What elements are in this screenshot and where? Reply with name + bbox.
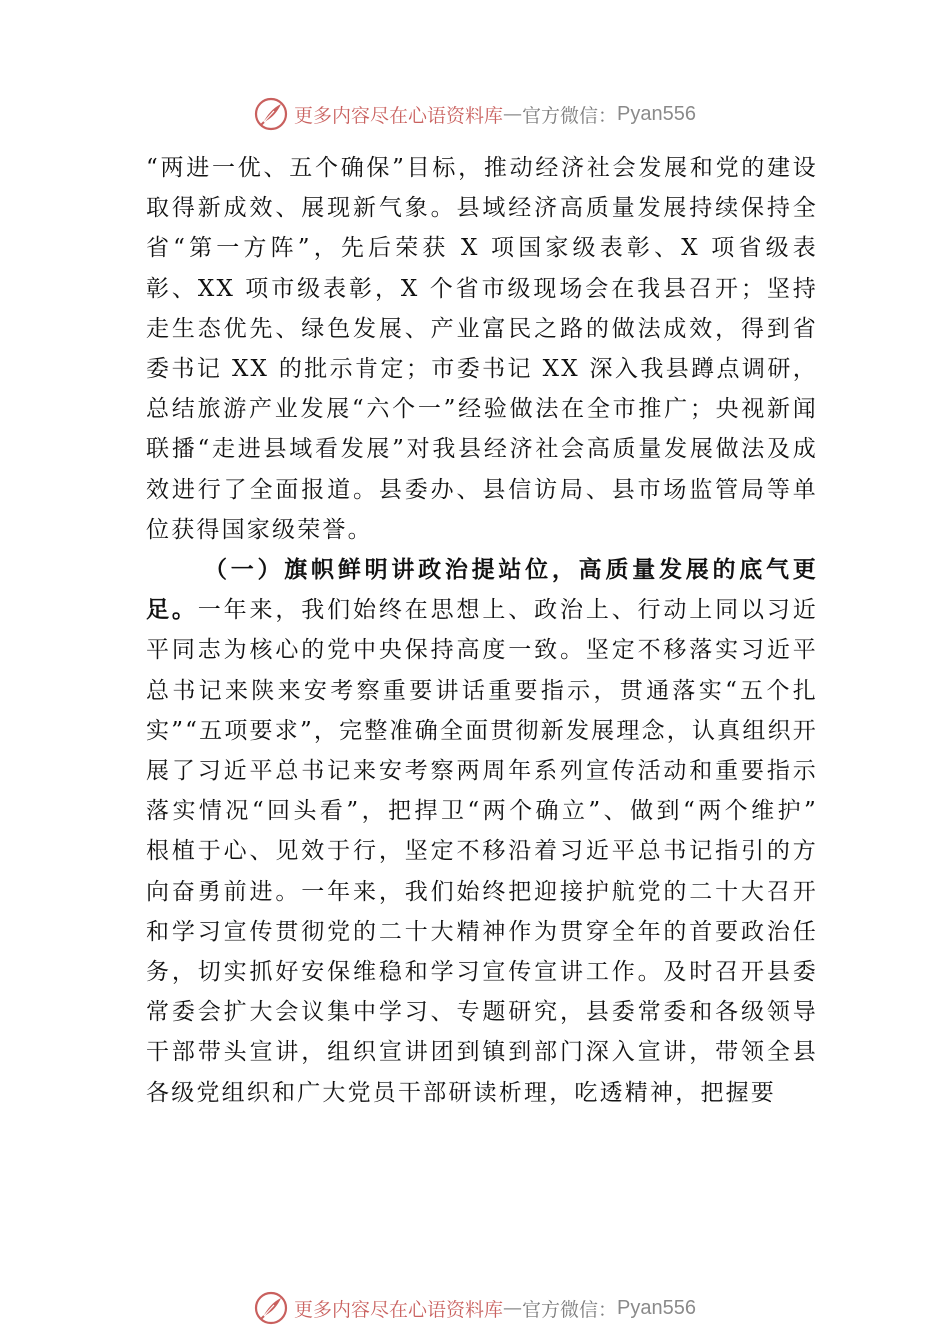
body-paragraph: “两进一优、五个确保”目标，推动经济社会发展和党的建设取得新成效、展现新气象。县域经济高质量发展持续保持全省“第一方阵”，先后荣获 X 项国家级表彰、X 项省级表彰、XX 项市级表彰，X 个省市级现场会在我县召开；坚持走生态优先、绿色发展、产业富民之路的做法成效，得到省委书记 XX 的批示肯定；市委书记 XX 深入我县蹲点调研，总结旅游产业发展“六个一”经验做法在全市推广；央视新闻联播“走进县域看发展”对我县经济社会高质量发展做法及成效进行了全面报道。县委办、县信访局、县市场监管局等单位获得国家级荣誉。 — [146, 155, 818, 543]
watermark-brand: 更多内容尽在心语资料库 — [294, 104, 504, 127]
footer-watermark — [0, 1288, 950, 1328]
watermark-wechat-id: Pyan556 — [617, 1296, 696, 1319]
watermark-separator: — — [503, 1297, 523, 1319]
header-watermark — [0, 94, 950, 134]
section-heading: （一）旗帜鲜明讲政治提站位，高质量发展的底气更足。 — [146, 556, 818, 624]
feather-pen-logo-icon — [254, 97, 288, 131]
watermark-brand: 更多内容尽在心语资料库 — [294, 1298, 504, 1321]
watermark-wechat-label: 官方微信： — [522, 104, 618, 127]
watermark-separator: — — [503, 103, 523, 125]
watermark-wechat-id: Pyan556 — [617, 102, 696, 125]
section-text: 一年来，我们始终在思想上、政治上、行动上同以习近平同志为核心的党中央保持高度一致。坚定不移落实习近平总书记来陕来安考察重要讲话重要指示，贯通落实“五个扎实”“五项要求”，完整准确全面贯彻新发展理念，认真组织开展了习近平总书记来安考察两周年系列宣传活动和重要指示落实情况“回头看”，把捍卫“两个确立”、做到“两个维护” 根植于心、见效于行，坚定不移沿着习近平总书记指引的方向奋勇前进。一年来，我们始终把迎接护航党的二十大召开和学习宣传贯彻党的二十大精神作为贯穿全年的首要政治任务，切实抓好安保维稳和学习宣传宣讲工作。及时召开县委常委会扩大会议集中学习、专题研究，县委常委和各级领导干部带头宣讲，组织宣讲团到镇到部门深入宣讲，带领全县各级党组织和广大党员干部研读析理，吃透精神，把握要 — [146, 597, 818, 1106]
watermark-wechat-label: 官方微信： — [522, 1298, 618, 1321]
document-body — [146, 148, 818, 1113]
feather-pen-logo-icon — [254, 1291, 288, 1325]
section-paragraph — [146, 550, 818, 1113]
